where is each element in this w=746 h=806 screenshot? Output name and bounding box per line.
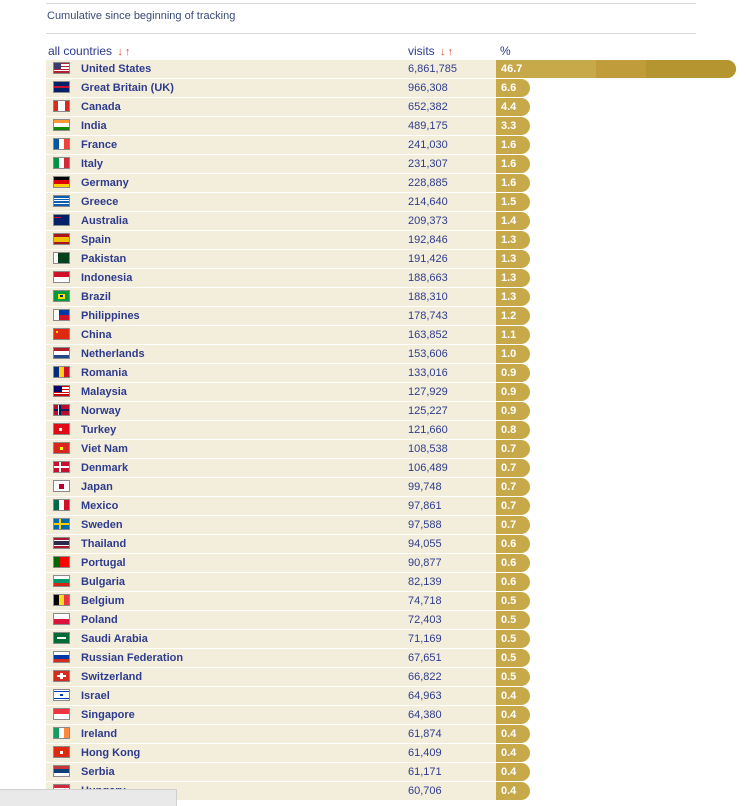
table-row[interactable] [46, 744, 517, 762]
table-row[interactable] [46, 212, 517, 230]
visits-count: 72,403 [408, 614, 442, 626]
table-row[interactable] [46, 440, 517, 458]
visits-count: 966,308 [408, 82, 448, 94]
sg-flag-icon [53, 708, 70, 720]
country-header-label[interactable]: all countries [48, 44, 113, 58]
percent-value: 0.6 [501, 538, 517, 550]
percent-bar [496, 668, 530, 686]
table-row[interactable] [46, 535, 517, 553]
caption-divider [46, 33, 696, 34]
country-name[interactable]: Israel [81, 690, 110, 702]
th-flag-icon [53, 537, 70, 549]
percent-bar [496, 269, 530, 287]
percent-bar [496, 440, 530, 458]
country-name[interactable]: Romania [81, 367, 128, 379]
ie-flag-icon [53, 727, 70, 739]
gb-flag-icon [53, 81, 70, 93]
percent-bar [496, 516, 530, 534]
percent-value: 0.4 [501, 766, 517, 778]
visits-count: 106,489 [408, 462, 448, 474]
table-row[interactable] [46, 326, 517, 344]
visits-count: 178,743 [408, 310, 448, 322]
sort-asc-country-icon[interactable]: ↑ [124, 46, 131, 58]
percent-value: 1.6 [501, 158, 517, 170]
countries-table [46, 42, 696, 801]
my-flag-icon [53, 385, 70, 397]
country-name[interactable]: Canada [81, 101, 121, 113]
percent-value: 0.9 [501, 367, 517, 379]
visits-count: 209,373 [408, 215, 448, 227]
country-name[interactable]: India [81, 120, 107, 132]
caption: Cumulative since beginning of tracking [47, 10, 236, 22]
table-row[interactable] [46, 497, 517, 515]
percent-value: 0.7 [501, 481, 517, 493]
country-column-header[interactable] [48, 44, 130, 58]
visits-count: 228,885 [408, 177, 448, 189]
visits-count: 99,748 [408, 481, 442, 493]
percent-value: 1.1 [501, 329, 517, 341]
percent-value: 0.9 [501, 405, 517, 417]
table-row[interactable] [46, 155, 517, 173]
table-row[interactable] [46, 117, 517, 135]
table-row[interactable] [46, 98, 517, 116]
country-name[interactable]: Australia [81, 215, 129, 227]
visits-count: 188,663 [408, 272, 448, 284]
percent-bar-segment [596, 60, 646, 78]
percent-value: 0.5 [501, 614, 517, 626]
pl-flag-icon [53, 613, 70, 625]
table-row[interactable] [46, 79, 517, 97]
jp-flag-icon [53, 480, 70, 492]
percent-bar [496, 193, 530, 211]
sort-asc-visits-icon[interactable]: ↑ [447, 46, 454, 58]
country-name[interactable]: Russian Federation [81, 652, 184, 664]
visits-count: 188,310 [408, 291, 448, 303]
percent-value: 0.4 [501, 785, 517, 797]
table-row[interactable] [46, 592, 517, 610]
visits-count: 192,846 [408, 234, 448, 246]
country-name[interactable]: Germany [81, 177, 129, 189]
percent-bar [496, 573, 530, 591]
country-name[interactable]: Italy [81, 158, 104, 170]
percent-bar [496, 174, 530, 192]
percent-value: 4.4 [501, 101, 517, 113]
visits-count: 214,640 [408, 196, 448, 208]
percent-value: 0.5 [501, 595, 517, 607]
table-row[interactable] [46, 478, 517, 496]
percent-value: 1.3 [501, 272, 517, 284]
percent-value: 0.5 [501, 633, 517, 645]
country-name[interactable]: Poland [81, 614, 118, 626]
country-name[interactable]: Sweden [81, 519, 123, 531]
percent-value: 1.0 [501, 348, 517, 360]
fr-flag-icon [53, 138, 70, 150]
percent-value: 0.6 [501, 576, 517, 588]
country-name[interactable]: Netherlands [81, 348, 145, 360]
table-body [46, 60, 696, 800]
no-flag-icon [53, 404, 70, 416]
percent-value: 1.3 [501, 291, 517, 303]
visits-count: 108,538 [408, 443, 448, 455]
country-name[interactable]: Norway [81, 405, 121, 417]
visits-count: 74,718 [408, 595, 442, 607]
mx-flag-icon [53, 499, 70, 511]
visits-count: 60,706 [408, 785, 442, 797]
percent-bar [496, 459, 530, 477]
country-name[interactable]: Indonesia [81, 272, 133, 284]
visits-count: 61,874 [408, 728, 442, 740]
percent-bar [496, 98, 530, 116]
country-name[interactable]: Greece [81, 196, 119, 208]
table-row[interactable] [46, 174, 517, 192]
table-row[interactable] [46, 136, 517, 154]
percent-value: 1.4 [501, 215, 517, 227]
status-tab [0, 789, 177, 806]
country-name[interactable]: Hong Kong [81, 747, 141, 759]
percent-value: 46.7 [501, 63, 523, 75]
visits-count: 67,651 [408, 652, 442, 664]
percent-bar [496, 611, 530, 629]
visits-count: 163,852 [408, 329, 448, 341]
percent-value: 0.4 [501, 747, 517, 759]
country-name[interactable]: Philippines [81, 310, 140, 322]
table-row[interactable] [46, 60, 523, 78]
table-row[interactable] [46, 383, 517, 401]
percent-value: 0.4 [501, 690, 517, 702]
sort-desc-visits-icon[interactable]: ↓ [440, 46, 446, 58]
gr-flag-icon [53, 195, 70, 207]
country-name[interactable]: Bulgaria [81, 576, 126, 588]
it-flag-icon [53, 157, 70, 169]
percent-value: 0.7 [501, 500, 517, 512]
es-flag-icon [53, 233, 70, 245]
pt-flag-icon [53, 556, 70, 568]
rs-flag-icon [53, 765, 70, 777]
table-row[interactable] [46, 649, 517, 667]
country-name[interactable]: Ireland [81, 728, 118, 740]
percent-bar [496, 687, 530, 705]
country-name[interactable]: Turkey [81, 424, 117, 436]
visits-column-header[interactable] [408, 44, 453, 58]
table-row[interactable] [46, 364, 517, 382]
se-flag-icon [53, 518, 70, 530]
country-name[interactable]: United States [81, 63, 152, 75]
percent-value: 0.7 [501, 519, 517, 531]
au-flag-icon [53, 214, 70, 226]
table-row[interactable] [46, 231, 517, 249]
percent-bar [496, 117, 530, 135]
bg-flag-icon [53, 575, 70, 587]
percent-value: 0.7 [501, 462, 517, 474]
tr-flag-icon [53, 423, 70, 435]
table-row[interactable] [46, 573, 517, 591]
visits-count: 652,382 [408, 101, 448, 113]
percent-value: 0.8 [501, 424, 517, 436]
table-row[interactable] [46, 516, 517, 534]
ru-flag-icon [53, 651, 70, 663]
percent-column-header: % [500, 44, 511, 58]
ro-flag-icon [53, 366, 70, 378]
dk-flag-icon [53, 461, 70, 473]
table-row[interactable] [46, 630, 517, 648]
sort-desc-country-icon[interactable]: ↓ [117, 46, 123, 58]
table-row[interactable] [46, 611, 517, 629]
country-name[interactable]: Portugal [81, 557, 126, 569]
percent-bar [496, 706, 530, 724]
us-flag-icon [53, 62, 70, 74]
visits-count: 82,139 [408, 576, 442, 588]
de-flag-icon [53, 176, 70, 188]
country-name[interactable]: Mexico [81, 500, 119, 512]
percent-bar [496, 79, 530, 97]
percent-bar [496, 421, 530, 439]
visits-count: 90,877 [408, 557, 442, 569]
table-row[interactable] [46, 269, 517, 287]
percent-value: 1.2 [501, 310, 517, 322]
visits-count: 133,016 [408, 367, 448, 379]
be-flag-icon [53, 594, 70, 606]
country-name[interactable]: Serbia [81, 766, 115, 778]
id-flag-icon [53, 271, 70, 283]
visits-count: 61,409 [408, 747, 442, 759]
vn-flag-icon [53, 442, 70, 454]
percent-value: 0.6 [501, 557, 517, 569]
country-name[interactable]: Belgium [81, 595, 125, 607]
br-flag-icon [53, 290, 70, 302]
percent-bar [496, 763, 530, 781]
percent-value: 6.6 [501, 82, 517, 94]
percent-bar [496, 326, 530, 344]
country-name[interactable]: France [81, 139, 118, 151]
country-name[interactable]: Denmark [81, 462, 129, 474]
visits-count: 121,660 [408, 424, 448, 436]
country-name[interactable]: Japan [81, 481, 113, 493]
percent-value: 1.5 [501, 196, 517, 208]
visits-count: 94,055 [408, 538, 442, 550]
visits-count: 489,175 [408, 120, 448, 132]
visits-count: 153,606 [408, 348, 448, 360]
percent-bar [496, 649, 530, 667]
percent-value: 1.6 [501, 139, 517, 151]
visits-count: 127,929 [408, 386, 448, 398]
percent-bar [496, 497, 530, 515]
table-row[interactable] [46, 250, 517, 268]
pk-flag-icon [53, 252, 70, 264]
table-row[interactable] [46, 421, 517, 439]
visits-count: 61,171 [408, 766, 442, 778]
country-name[interactable]: Great Britain (UK) [81, 82, 174, 94]
visits-count: 97,588 [408, 519, 442, 531]
percent-bar [496, 288, 530, 306]
sa-flag-icon [53, 632, 70, 644]
percent-bar [496, 725, 530, 743]
country-name[interactable]: Saudi Arabia [81, 633, 148, 645]
percent-bar [496, 345, 530, 363]
percent-value: 1.3 [501, 253, 517, 265]
percent-value: 1.6 [501, 177, 517, 189]
percent-bar [496, 554, 530, 572]
table-row[interactable] [46, 459, 517, 477]
percent-bar [496, 630, 530, 648]
percent-bar [496, 136, 530, 154]
percent-value: 0.4 [501, 709, 517, 721]
visits-count: 71,169 [408, 633, 442, 645]
table-row[interactable] [46, 668, 517, 686]
visits-count: 66,822 [408, 671, 442, 683]
country-name[interactable]: Malaysia [81, 386, 127, 398]
ca-flag-icon [53, 100, 70, 112]
table-header [46, 42, 696, 60]
percent-value: 0.5 [501, 652, 517, 664]
percent-bar [496, 478, 530, 496]
percent-value: 1.3 [501, 234, 517, 246]
visits-count: 64,380 [408, 709, 442, 721]
visits-count: 241,030 [408, 139, 448, 151]
country-name[interactable]: Switzerland [81, 671, 143, 683]
visits-count: 64,963 [408, 690, 442, 702]
percent-bar [496, 592, 530, 610]
percent-bar [496, 212, 530, 230]
visits-count: 97,861 [408, 500, 442, 512]
in-flag-icon [53, 119, 70, 131]
table-row[interactable] [46, 763, 517, 781]
top-divider [46, 3, 696, 4]
percent-bar [496, 402, 530, 420]
percent-value: 0.9 [501, 386, 517, 398]
table-row[interactable] [46, 687, 517, 705]
percent-bar [496, 782, 530, 800]
country-name[interactable]: Spain [81, 234, 111, 246]
table-row[interactable] [46, 288, 517, 306]
cn-flag-icon [53, 328, 70, 340]
percent-bar-segment [646, 60, 736, 78]
table-row[interactable] [46, 402, 517, 420]
table-row[interactable] [46, 725, 517, 743]
percent-bar [496, 231, 530, 249]
visits-count: 191,426 [408, 253, 448, 265]
percent-bar [496, 383, 530, 401]
percent-value: 3.3 [501, 120, 517, 132]
country-name[interactable]: Viet Nam [81, 443, 128, 455]
percent-value: 0.5 [501, 671, 517, 683]
table-row[interactable] [46, 345, 517, 363]
percent-value: 0.7 [501, 443, 517, 455]
percent-bar [496, 155, 530, 173]
nl-flag-icon [53, 347, 70, 359]
percent-bar [496, 60, 736, 78]
percent-bar [496, 364, 530, 382]
country-name[interactable]: Pakistan [81, 253, 127, 265]
country-name[interactable]: Thailand [81, 538, 127, 550]
percent-bar [496, 535, 530, 553]
country-name[interactable]: China [81, 329, 112, 341]
table-row[interactable] [46, 706, 517, 724]
table-row[interactable] [46, 193, 517, 211]
percent-bar [496, 744, 530, 762]
percent-bar [496, 250, 530, 268]
visits-header-label[interactable]: visits [408, 44, 435, 58]
table-row[interactable] [46, 307, 517, 325]
visits-count: 6,861,785 [408, 63, 457, 75]
hk-flag-icon [53, 746, 70, 758]
visits-count: 125,227 [408, 405, 448, 417]
ph-flag-icon [53, 309, 70, 321]
country-name[interactable]: Singapore [81, 709, 135, 721]
percent-value: 0.4 [501, 728, 517, 740]
il-flag-icon [53, 689, 70, 701]
country-name[interactable]: Brazil [81, 291, 111, 303]
table-row[interactable] [46, 554, 517, 572]
ch-flag-icon [53, 670, 70, 682]
percent-bar [496, 307, 530, 325]
visits-count: 231,307 [408, 158, 448, 170]
